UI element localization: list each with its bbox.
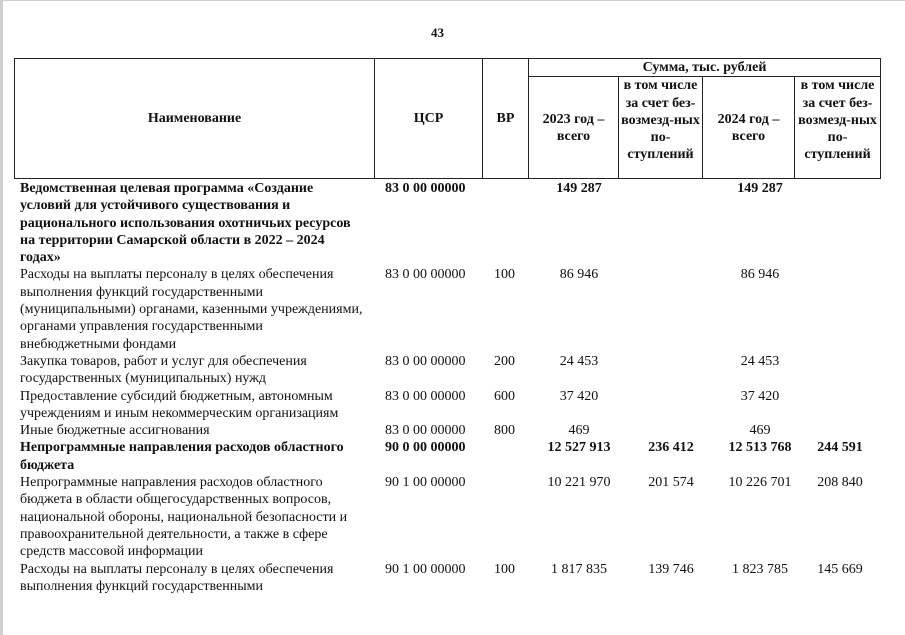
header-2024-grant: в том числе за счет без-возмезд-ных по-ступлений [795, 77, 881, 179]
header-csr: ЦСР [375, 59, 483, 179]
header-2024-total: 2024 год – всего [703, 77, 795, 179]
table-row [20, 439, 880, 474]
row-csr: 83 0 00 00000 [385, 423, 466, 439]
row-2023-total: 1 817 835 [551, 561, 607, 577]
row-name: Иные бюджетные ассигнования [20, 423, 210, 439]
row-2024-total: 12 513 768 [728, 440, 792, 456]
row-2024-total: 37 420 [740, 388, 780, 404]
row-vr: 600 [494, 388, 515, 404]
row-2023-total: 149 287 [556, 181, 602, 196]
row-vr: 800 [494, 423, 515, 439]
row-vr: 100 [494, 267, 515, 283]
row-name: Расходы на выплаты персоналу в целях обеспечения выполнения функций государственными (муниципальными) органами, казенными учреждениями, органами управления государственными внебюджетными фондами [20, 267, 363, 352]
table-header [14, 58, 881, 179]
row-2024-grant: 208 840 [817, 475, 863, 491]
row-csr: 90 0 00 00000 [385, 440, 466, 456]
row-csr: 83 0 00 00000 [385, 267, 466, 283]
row-2024-total: 149 287 [737, 181, 783, 196]
row-2023-grant: 139 746 [648, 561, 694, 577]
page-number: 43 [431, 25, 444, 40]
table-body [20, 180, 880, 595]
row-csr: 83 0 00 00000 [385, 181, 466, 196]
row-2023-total: 37 420 [559, 388, 599, 404]
row-2024-grant: 244 591 [817, 440, 863, 456]
table-row [20, 266, 880, 352]
row-2024-total: 1 823 785 [732, 561, 788, 577]
table-row [20, 422, 880, 439]
row-2024-total: 86 946 [740, 267, 780, 283]
row-2024-total: 469 [749, 423, 771, 439]
row-2024-total: 24 453 [740, 353, 780, 369]
table-row [20, 388, 880, 423]
row-2023-total: 469 [568, 423, 590, 439]
row-csr: 83 0 00 00000 [385, 353, 466, 369]
row-2023-total: 86 946 [559, 267, 599, 283]
row-2023-total: 10 221 970 [547, 475, 611, 491]
row-csr: 83 0 00 00000 [385, 388, 466, 404]
row-name: Непрограммные направления расходов областного бюджета [20, 440, 344, 473]
table-row [20, 474, 880, 560]
row-name: Ведомственная целевая программа «Создание условий для устойчивого существования и рационального использования охотничьих ресурсов на территории Самарской области в 2022 – 2024 годах» [20, 181, 351, 266]
table-row [20, 180, 880, 266]
row-name: Непрограммные направления расходов областного бюджета в области общегосударственных вопросов, национальной обороны, национальной безопасности и правоохранительной деятельности, а также в сфере средств массовой информации [20, 475, 348, 560]
header-2023-total: 2023 год – всего [529, 77, 619, 179]
row-2024-total: 10 226 701 [728, 475, 792, 491]
header-sum-group: Сумма, тыс. рублей [529, 59, 881, 77]
table-row [20, 561, 880, 596]
row-name: Расходы на выплаты персоналу в целях обеспечения выполнения функций государственными [20, 561, 334, 594]
header-2023-grant: в том числе за счет без-возмезд-ных по-ступлений [619, 77, 703, 179]
row-2023-total: 24 453 [559, 353, 599, 369]
row-2023-total: 12 527 913 [547, 440, 611, 456]
row-vr: 200 [494, 353, 515, 369]
row-name: Предоставление субсидий бюджетным, автономным учреждениям и иным некоммерческим организациям [20, 388, 339, 421]
row-2024-grant: 145 669 [817, 561, 863, 577]
row-csr: 90 1 00 00000 [385, 475, 466, 491]
scan-edge-left [0, 0, 3, 635]
row-csr: 90 1 00 00000 [385, 561, 466, 577]
table-row [20, 353, 880, 388]
row-name: Закупка товаров, работ и услуг для обеспечения государственных (муниципальных) нужд [20, 353, 307, 387]
row-2023-grant: 236 412 [648, 440, 694, 456]
scan-edge-top [0, 0, 905, 9]
row-2023-grant: 201 574 [648, 475, 694, 491]
header-name: Наименование [15, 59, 375, 179]
header-vr: ВР [483, 59, 529, 179]
row-vr: 100 [494, 561, 515, 577]
